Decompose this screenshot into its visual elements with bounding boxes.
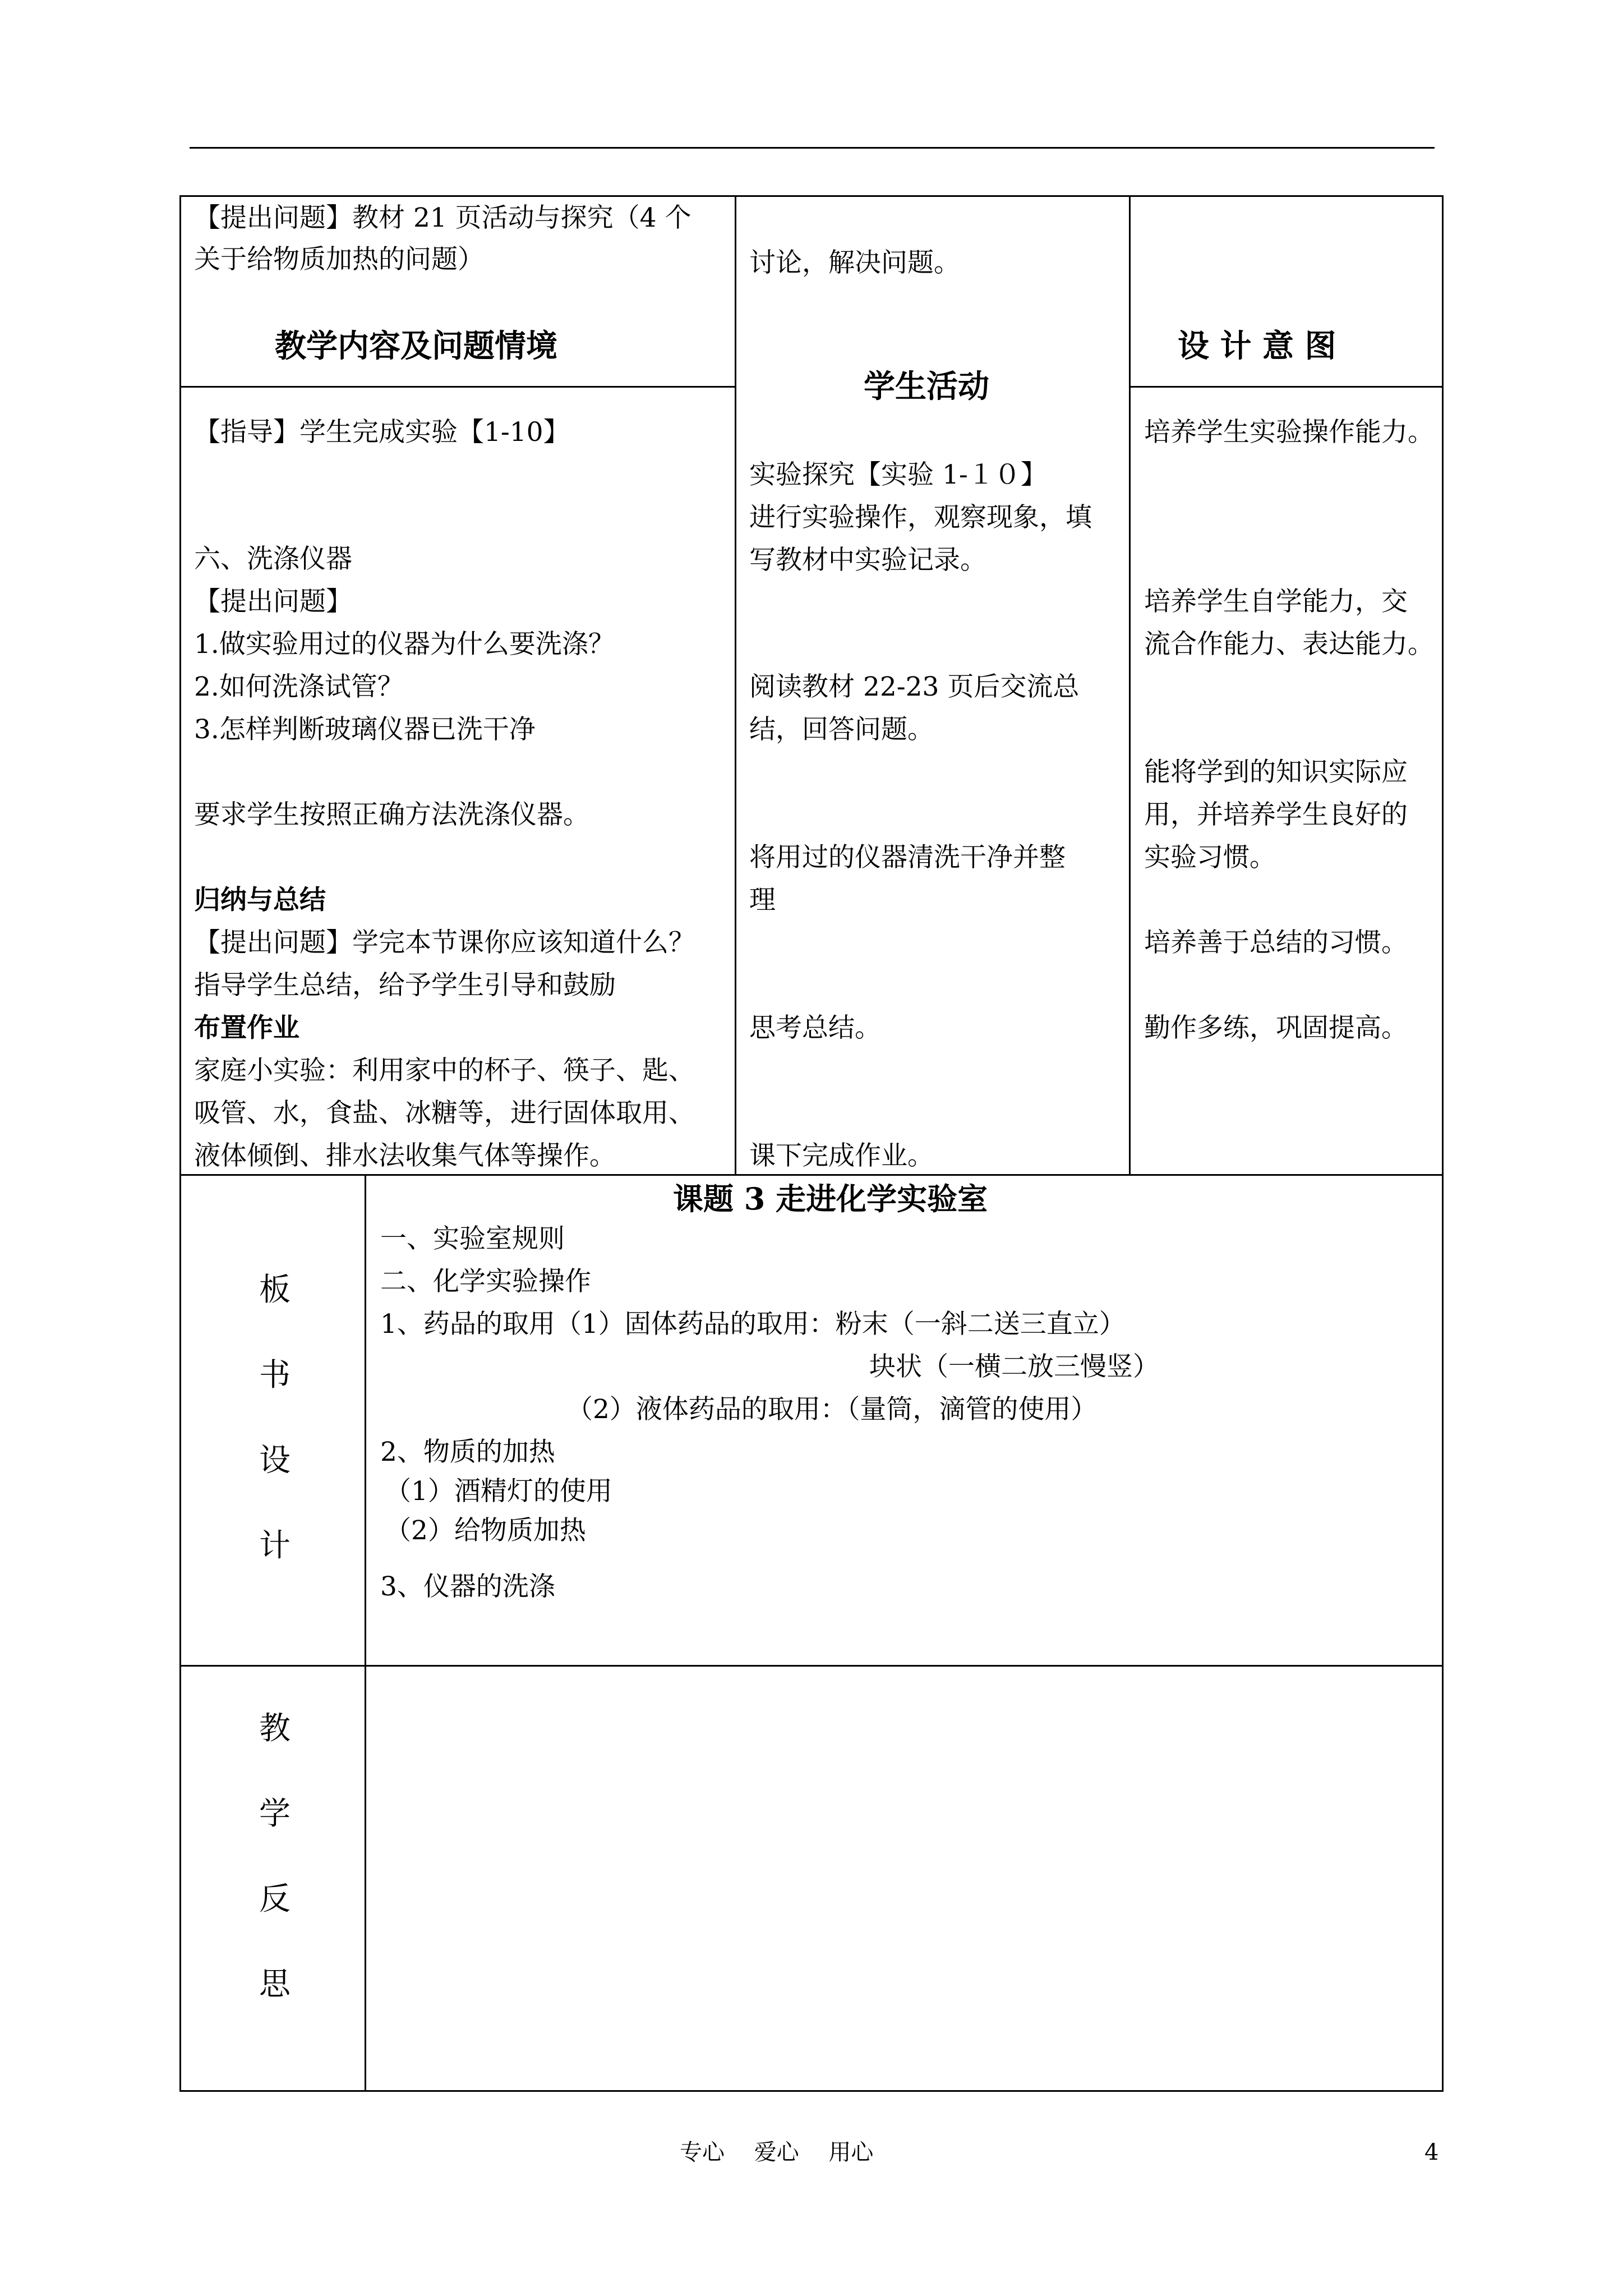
board-line-7: （1）酒精灯的使用 (385, 1476, 612, 1507)
requirement-text: 要求学生按照正确方法洗涤仪器。 (194, 799, 589, 830)
homework-line-2: 吸管、水，食盐、冰糖等，进行固体取用、 (194, 1098, 695, 1129)
board-label-char-4: 计 (259, 1527, 291, 1564)
top-activity: 讨论，解决问题。 (749, 247, 960, 278)
design-3-line-2: 用，并培养学生良好的 (1144, 799, 1408, 830)
clean-line-2: 理 (749, 885, 776, 915)
section-washing: 六、洗涤仪器 (194, 544, 352, 574)
board-line-2: 二、化学实验操作 (380, 1266, 591, 1297)
question-1: 1.做实验用过的仪器为什么要洗涤？ (194, 629, 615, 660)
reflection-label-char-2: 学 (259, 1796, 291, 1832)
design-2-line-2: 流合作能力、表达能力。 (1144, 629, 1434, 660)
board-line-3: 1、药品的取用（1）固体药品的取用：粉末（一斜二送三直立） (380, 1309, 1126, 1340)
board-label-char-3: 设 (259, 1442, 291, 1479)
homework-line-3: 液体倾倒、排水法收集气体等操作。 (194, 1140, 616, 1171)
homework-line-1: 家庭小实验：利用家中的杯子、筷子、匙、 (194, 1055, 695, 1086)
summary-question: 【提出问题】学完本节课你应该知道什么？ (194, 927, 695, 958)
board-label-char-2: 书 (259, 1357, 291, 1393)
design-3-line-3: 实验习惯。 (1144, 842, 1276, 873)
board-title: 课题 3 走进化学实验室 (673, 1181, 988, 1217)
footer-motto: 专心 爱心 用心 (680, 2139, 874, 2165)
board-line-8: （2）给物质加热 (385, 1515, 586, 1546)
board-line-4: 块状（一横二放三慢竖） (869, 1351, 1159, 1382)
reflection-label-char-4: 思 (259, 1966, 291, 2003)
design-1: 培养学生实验操作能力。 (1144, 417, 1434, 448)
design-3-line-1: 能将学到的知识实际应 (1144, 757, 1408, 788)
header-student-activity: 学生活动 (864, 368, 989, 405)
board-label-char-1: 板 (259, 1272, 291, 1308)
think-summary: 思考总结。 (749, 1013, 881, 1043)
summary-guide: 指导学生总结，给予学生引导和鼓励 (194, 970, 616, 1001)
question-3: 3.怎样判断玻璃仪器已洗干净 (194, 714, 536, 745)
header-design-intent: 设 计 意 图 (1178, 328, 1336, 365)
ask-label: 【提出问题】 (194, 586, 352, 617)
reflection-label-char-3: 反 (259, 1881, 291, 1917)
board-line-9: 3、仪器的洗涤 (380, 1571, 555, 1602)
after-class-homework: 课下完成作业。 (749, 1140, 934, 1171)
design-5: 勤作多练，巩固提高。 (1144, 1013, 1408, 1043)
header-rule (190, 147, 1435, 149)
summary-title: 归纳与总结 (194, 885, 326, 915)
reflection-label-char-1: 教 (259, 1710, 291, 1747)
design-2-line-1: 培养学生自学能力，交 (1144, 586, 1408, 617)
board-line-6: 2、物质的加热 (380, 1437, 555, 1467)
clean-line-1: 将用过的仪器清洗干净并整 (749, 842, 1066, 873)
header-content: 教学内容及问题情境 (275, 328, 557, 365)
board-line-5: （2）液体药品的取用：（量筒，滴管的使用） (566, 1394, 1098, 1425)
read-line-1: 阅读教材 22-23 页后交流总 (749, 671, 1080, 702)
operate-line-2: 写教材中实验记录。 (749, 545, 986, 576)
guide-text: 【指导】学生完成实验【1-10】 (194, 417, 570, 448)
design-4: 培养善于总结的习惯。 (1144, 927, 1408, 958)
homework-title: 布置作业 (194, 1013, 299, 1043)
board-line-1: 一、实验室规则 (380, 1223, 565, 1254)
read-line-2: 结，回答问题。 (749, 714, 934, 745)
operate-line-1: 进行实验操作，观察现象，填 (749, 502, 1092, 533)
top-question-line-2: 关于给物质加热的问题） (194, 244, 484, 275)
reflection-content (366, 1667, 1442, 2090)
top-question-line-1: 【提出问题】教材 21 页活动与探究（4 个 (194, 203, 691, 233)
page-number: 4 (1424, 2139, 1439, 2165)
question-2: 2.如何洗涤试管？ (194, 671, 404, 702)
experiment-explore: 实验探究【实验 1-１０】 (749, 459, 1047, 490)
